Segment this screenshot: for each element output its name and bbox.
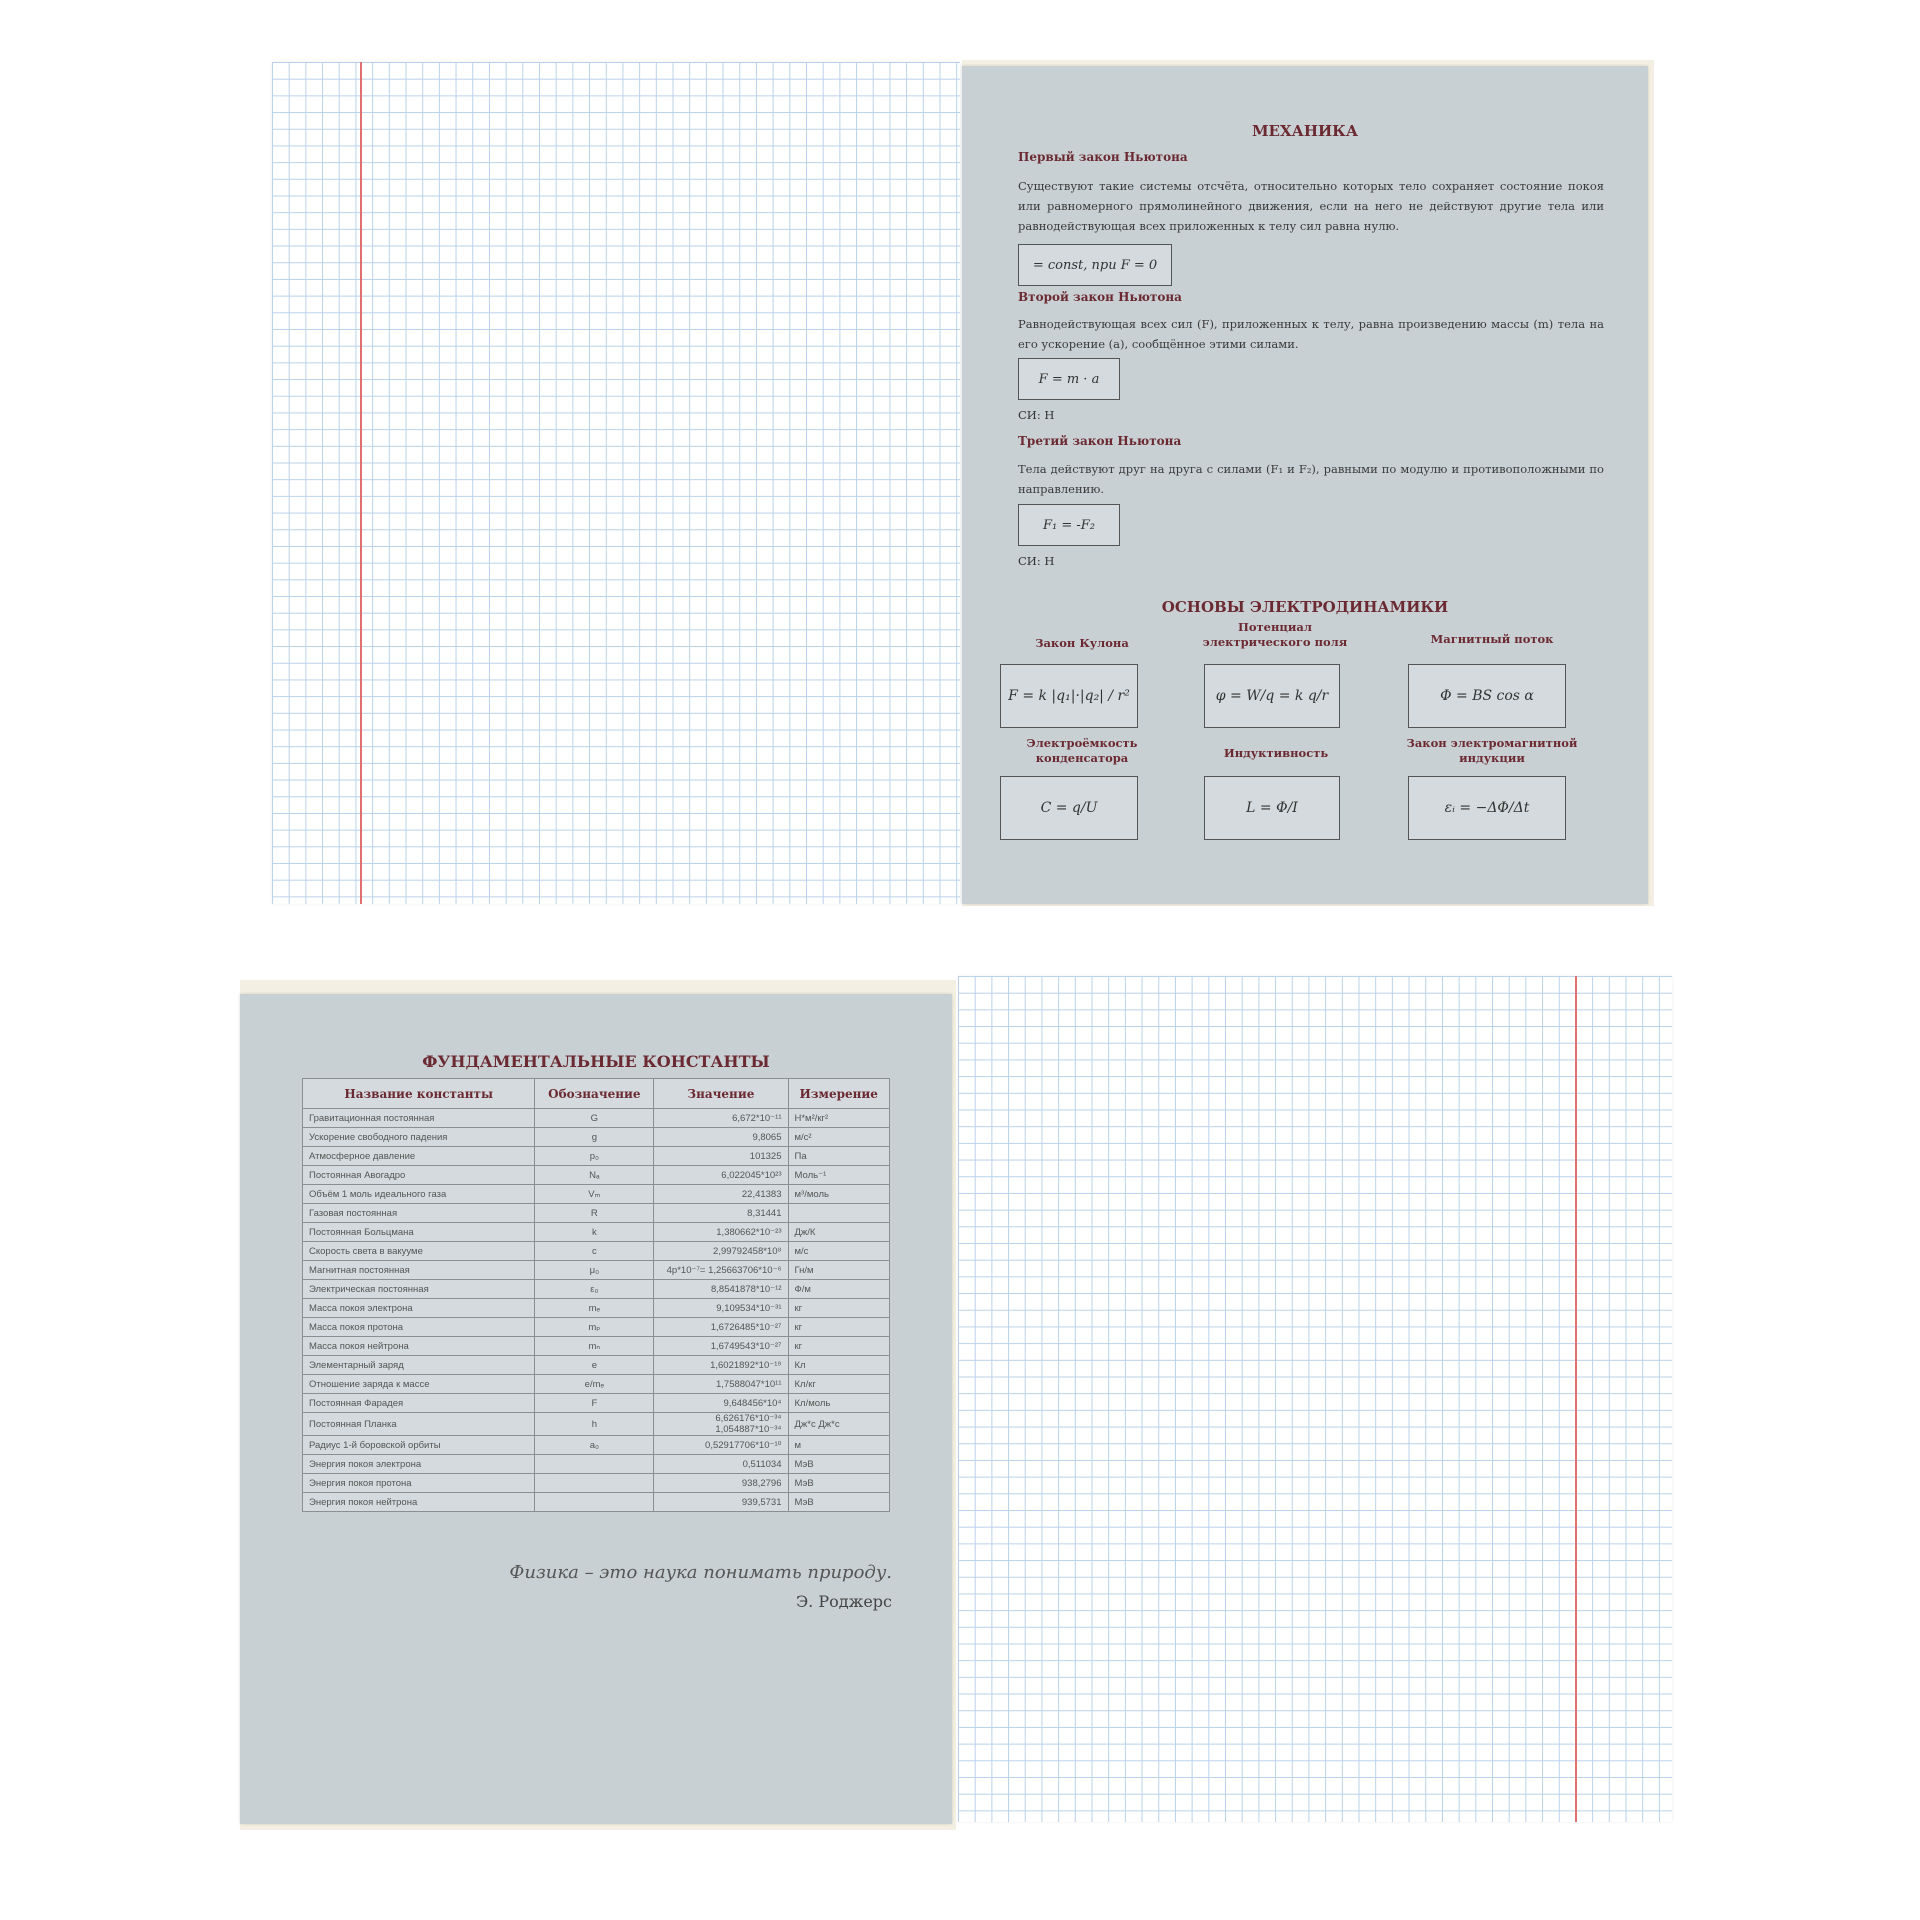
law2-title: Второй закон Ньютона	[1018, 290, 1182, 304]
table-row	[303, 1436, 890, 1455]
cell-value: 9,109534*10⁻³¹	[654, 1299, 788, 1318]
cell-unit: кг	[788, 1318, 890, 1337]
induction-formula: εᵢ = −ΔΦ/Δt	[1408, 776, 1566, 840]
law1-title: Первый закон Ньютона	[1018, 150, 1188, 164]
table-row	[303, 1356, 890, 1375]
table-row	[303, 1204, 890, 1223]
cell-value: 101325	[654, 1147, 788, 1166]
capacitance-label: Электроёмкость конденсатора	[1026, 736, 1138, 765]
induction-label: Закон электромагнитной индукции	[1406, 736, 1578, 765]
cell-name: Постоянная Фарадея	[303, 1394, 535, 1413]
constants-title: ФУНДАМЕНТАЛЬНЫЕ КОНСТАНТЫ	[422, 1052, 770, 1071]
cell-value: 9,8065	[654, 1128, 788, 1147]
law3-formula: F₁ = -F₂	[1018, 504, 1120, 546]
margin-line	[1575, 976, 1577, 1822]
table-row	[303, 1261, 890, 1280]
header-value: Значение	[654, 1079, 788, 1109]
table-row	[303, 1493, 890, 1512]
cell-unit: МэВ	[788, 1455, 890, 1474]
header-unit: Измерение	[788, 1079, 890, 1109]
cell-name: Энергия покоя нейтрона	[303, 1493, 535, 1512]
cell-value: 938,2796	[654, 1474, 788, 1493]
cell-symbol	[535, 1474, 654, 1493]
table-row	[303, 1166, 890, 1185]
cell-unit: Ф/м	[788, 1280, 890, 1299]
cell-symbol: p₀	[535, 1147, 654, 1166]
inductance-label: Индуктивность	[1223, 746, 1329, 760]
cell-value: 1,380662*10⁻²³	[654, 1223, 788, 1242]
table-row	[303, 1375, 890, 1394]
law3-text: Тела действуют друг на друга с силами (F₁ и F₂), равными по модулю и противоположными по направлению.	[1018, 462, 1604, 496]
cell-name: Атмосферное давление	[303, 1147, 535, 1166]
law2-text: Равнодействующая всех сил (F), приложенных к телу, равна произведению массы (m) тела на его ускорение (a), сообщённое этими силами.	[1018, 317, 1604, 351]
cell-name: Масса покоя нейтрона	[303, 1337, 535, 1356]
cell-name: Отношение заряда к массе	[303, 1375, 535, 1394]
potential-label: Потенциал электрического поля	[1202, 620, 1348, 649]
capacitance-formula: C = q/U	[1000, 776, 1138, 840]
cell-name: Масса покоя электрона	[303, 1299, 535, 1318]
cell-symbol: R	[535, 1204, 654, 1223]
cover-constants	[240, 994, 952, 1824]
flux-label: Магнитный поток	[1430, 632, 1554, 646]
table-row	[303, 1128, 890, 1147]
cell-symbol: e	[535, 1356, 654, 1375]
cell-value: 939,5731	[654, 1493, 788, 1512]
cell-symbol: F	[535, 1394, 654, 1413]
table-row	[303, 1223, 890, 1242]
margin-line	[360, 62, 362, 904]
cell-unit: Моль⁻¹	[788, 1166, 890, 1185]
cell-unit: Дж*с Дж*с	[788, 1413, 890, 1436]
table-row	[303, 1394, 890, 1413]
cell-symbol: μ₀	[535, 1261, 654, 1280]
cell-name: Объём 1 моль идеального газа	[303, 1185, 535, 1204]
cell-value: 8,31441	[654, 1204, 788, 1223]
law3-title: Третий закон Ньютона	[1018, 434, 1182, 448]
cell-symbol	[535, 1493, 654, 1512]
law3-si: СИ: Н	[1018, 554, 1055, 568]
cell-unit: Па	[788, 1147, 890, 1166]
table-header-row	[303, 1079, 890, 1109]
cell-name: Масса покоя протона	[303, 1318, 535, 1337]
cell-value: 9,648456*10⁴	[654, 1394, 788, 1413]
table-row	[303, 1413, 890, 1436]
law1-formula: = const, при F = 0	[1018, 244, 1172, 286]
table-row	[303, 1109, 890, 1128]
table-body	[303, 1109, 890, 1512]
grid-page-bottom-right	[958, 976, 1672, 1822]
cell-symbol: mₑ	[535, 1299, 654, 1318]
cell-symbol: e/mₑ	[535, 1375, 654, 1394]
cell-name: Постоянная Планка	[303, 1413, 535, 1436]
table-row	[303, 1280, 890, 1299]
cover-mechanics	[962, 66, 1648, 904]
cell-unit	[788, 1204, 890, 1223]
cell-unit: Кл/кг	[788, 1375, 890, 1394]
cell-symbol: mₚ	[535, 1318, 654, 1337]
cell-value: 0,511034	[654, 1455, 788, 1474]
cell-name: Газовая постоянная	[303, 1204, 535, 1223]
cell-value: 1,6749543*10⁻²⁷	[654, 1337, 788, 1356]
cell-symbol: a₀	[535, 1436, 654, 1455]
coulomb-formula: F = k |q₁|·|q₂| / r²	[1000, 664, 1138, 728]
table-row	[303, 1337, 890, 1356]
cell-unit: МэВ	[788, 1474, 890, 1493]
cell-value: 22,41383	[654, 1185, 788, 1204]
mechanics-title: МЕХАНИКА	[1251, 122, 1359, 140]
cell-unit: Гн/м	[788, 1261, 890, 1280]
cell-symbol: Vₘ	[535, 1185, 654, 1204]
table-row	[303, 1299, 890, 1318]
table-row	[303, 1185, 890, 1204]
flux-formula: Φ = BS cos α	[1408, 664, 1566, 728]
table-row	[303, 1242, 890, 1261]
law2-formula: F = m · a	[1018, 358, 1120, 400]
header-name: Название константы	[303, 1079, 535, 1109]
cell-name: Радиус 1-й боровской орбиты	[303, 1436, 535, 1455]
cell-name: Энергия покоя электрона	[303, 1455, 535, 1474]
quote: Физика – это наука понимать природу.	[509, 1562, 892, 1583]
cell-value: 1,6726485*10⁻²⁷	[654, 1318, 788, 1337]
cell-unit: МэВ	[788, 1493, 890, 1512]
inductance-formula: L = Φ/I	[1204, 776, 1340, 840]
cell-unit: кг	[788, 1337, 890, 1356]
cell-unit: м/с²	[788, 1128, 890, 1147]
cell-unit: Кл/моль	[788, 1394, 890, 1413]
cell-name: Электрическая постоянная	[303, 1280, 535, 1299]
law1-text: Существуют такие системы отсчёта, относительно которых тело сохраняет состояние покоя или равномерного прямолинейного движения, если на него не действуют другие тела или равнодействующая всех приложенных к телу сил равна нулю.	[1018, 179, 1604, 233]
cell-value: 6,022045*10²³	[654, 1166, 788, 1185]
grid-page-top-left	[272, 62, 960, 904]
cell-name: Ускорение свободного падения	[303, 1128, 535, 1147]
table-row	[303, 1147, 890, 1166]
cell-name: Гравитационная постоянная	[303, 1109, 535, 1128]
cell-value: 6,626176*10⁻³⁴ 1,054887*10⁻³⁴	[654, 1413, 788, 1436]
table-row	[303, 1318, 890, 1337]
cell-symbol: k	[535, 1223, 654, 1242]
table-row	[303, 1474, 890, 1493]
cell-unit: Кл	[788, 1356, 890, 1375]
cell-unit: м³/моль	[788, 1185, 890, 1204]
law2-si: СИ: Н	[1018, 408, 1055, 422]
cell-value: 8,8541878*10⁻¹²	[654, 1280, 788, 1299]
table-row	[303, 1455, 890, 1474]
cell-name: Постоянная Авогадро	[303, 1166, 535, 1185]
cell-unit: м/с	[788, 1242, 890, 1261]
cell-name: Энергия покоя протона	[303, 1474, 535, 1493]
cell-symbol: c	[535, 1242, 654, 1261]
cell-name: Магнитная постоянная	[303, 1261, 535, 1280]
cell-symbol: ε₀	[535, 1280, 654, 1299]
cell-value: 0,52917706*10⁻¹⁰	[654, 1436, 788, 1455]
cell-symbol: Nₐ	[535, 1166, 654, 1185]
cell-symbol: G	[535, 1109, 654, 1128]
cell-value: 2,99792458*10⁸	[654, 1242, 788, 1261]
cell-name: Элементарный заряд	[303, 1356, 535, 1375]
cell-name: Постоянная Больцмана	[303, 1223, 535, 1242]
cell-unit: м	[788, 1436, 890, 1455]
coulomb-label: Закон Кулона	[1035, 636, 1129, 650]
cell-value: 1,6021892*10⁻¹⁹	[654, 1356, 788, 1375]
potential-formula: φ = W/q = k q/r	[1204, 664, 1340, 728]
cell-symbol: g	[535, 1128, 654, 1147]
cell-name: Скорость света в вакууме	[303, 1242, 535, 1261]
quote-author: Э. Роджерс	[795, 1592, 892, 1611]
constants-table	[302, 1078, 890, 1512]
cell-symbol: mₙ	[535, 1337, 654, 1356]
cell-symbol	[535, 1455, 654, 1474]
header-symbol: Обозначение	[535, 1079, 654, 1109]
cell-value: 4p*10⁻⁷= 1,25663706*10⁻⁶	[654, 1261, 788, 1280]
cell-unit: Дж/К	[788, 1223, 890, 1242]
cell-unit: кг	[788, 1299, 890, 1318]
electro-title: ОСНОВЫ ЭЛЕКТРОДИНАМИКИ	[1161, 598, 1449, 616]
cell-value: 1,7588047*10¹¹	[654, 1375, 788, 1394]
cell-value: 6,672*10⁻¹¹	[654, 1109, 788, 1128]
cell-symbol: h	[535, 1413, 654, 1436]
cell-unit: Н*м²/кг²	[788, 1109, 890, 1128]
